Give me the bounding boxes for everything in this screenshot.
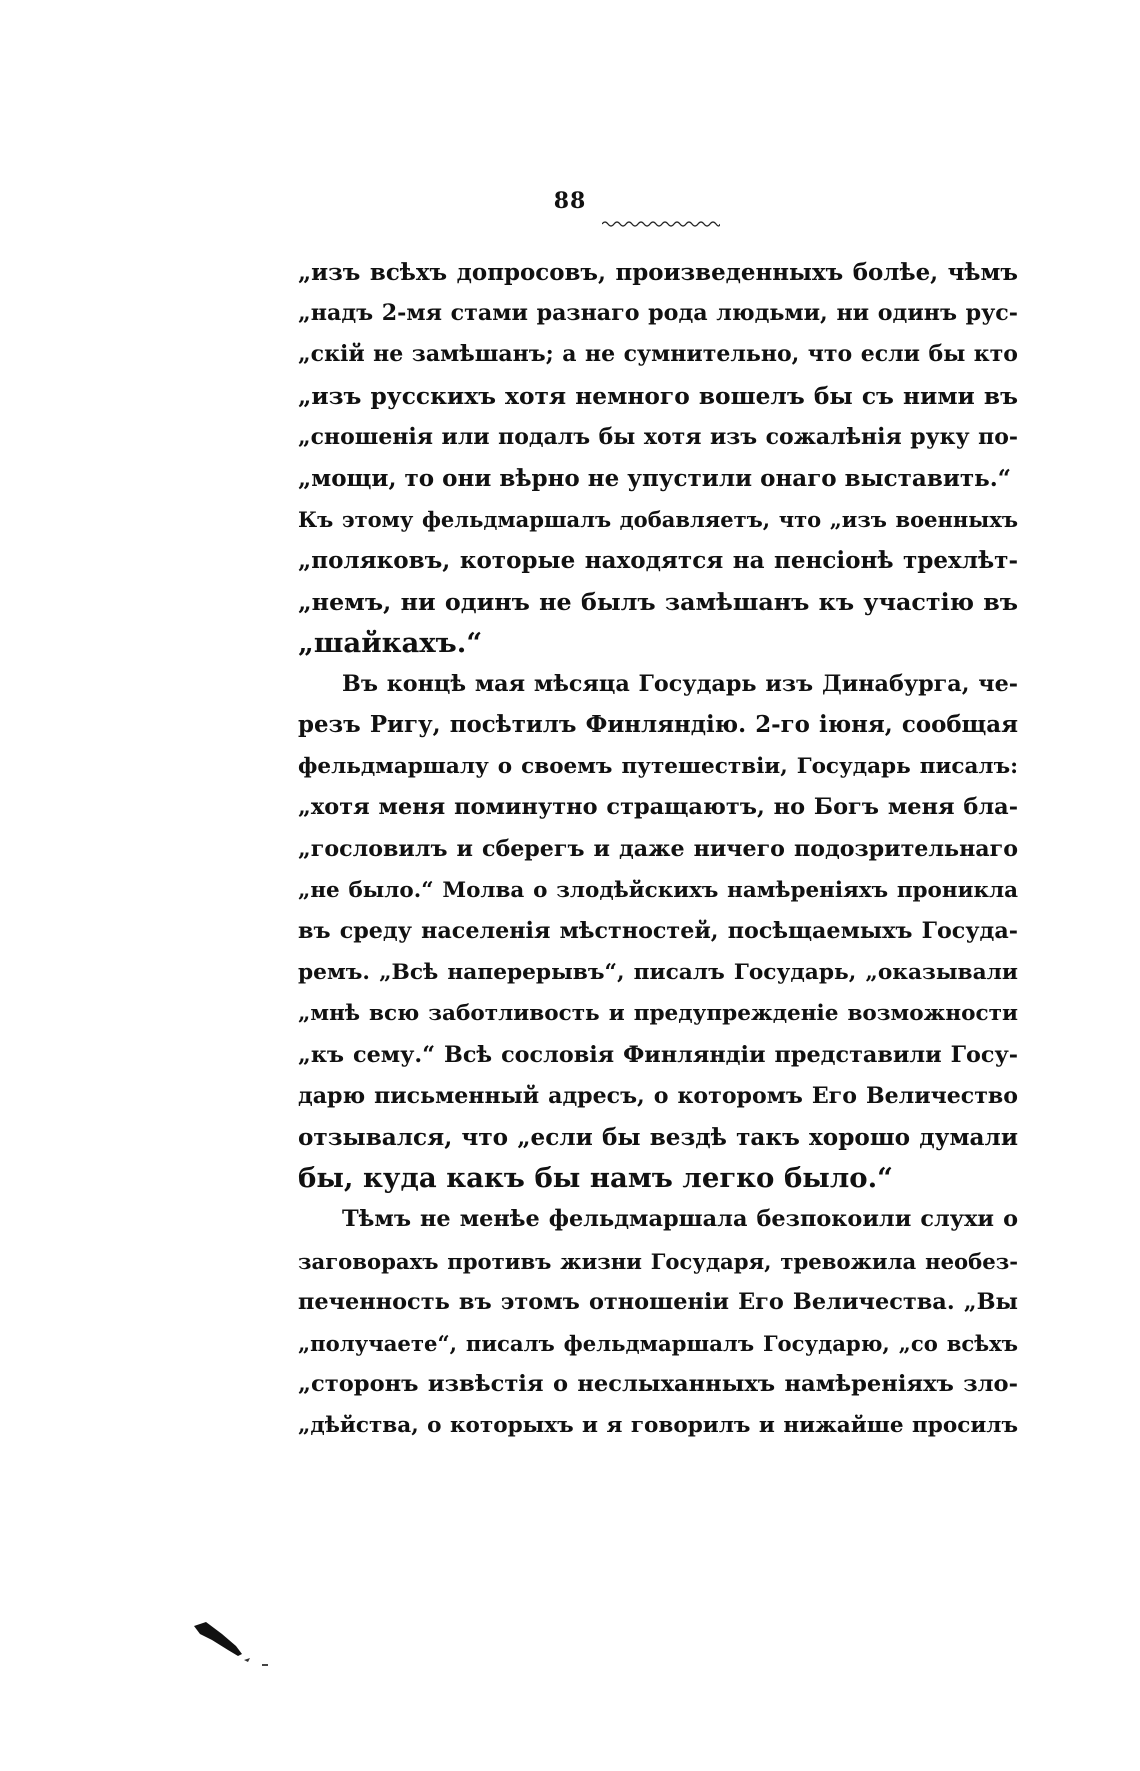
page-number-wavy-rule — [602, 220, 720, 228]
text-line: „изъ всѣхъ допросовъ, произведенныхъ болѣе, чѣмъ — [298, 259, 1018, 286]
text-line: „шайкахъ.“ — [298, 626, 483, 659]
text-line: „немъ, ни одинъ не былъ замѣшанъ къ участію въ — [298, 587, 1018, 616]
body-text — [298, 252, 1018, 1446]
text-line: „мнѣ всю заботливость и предупрежденіе возможности — [298, 1001, 1018, 1027]
text-line: „надъ 2-мя стами разнаго рода людьми, ни одинъ рус- — [298, 300, 1018, 327]
page-number: 88 — [553, 188, 587, 214]
text-line: „скій не замѣшанъ; а не сумнительно, что если бы кто — [298, 341, 1018, 368]
text-line: „мощи, то они вѣрно не упустили онаго выставить.“ — [298, 464, 1011, 492]
text-line: въ среду населенія мѣстностей, посѣщаемыхъ Госуда- — [298, 918, 1018, 944]
text-line: заговорахъ противъ жизни Государя, тревожила необез- — [298, 1248, 1018, 1274]
text-line: „сторонъ извѣстія о неслыханныхъ намѣреніяхъ зло- — [298, 1371, 1018, 1398]
text-line: Къ этому фельдмаршалъ добавляетъ, что „изъ военныхъ — [298, 507, 1018, 533]
text-line: „дѣйства, о которыхъ и я говорилъ и нижайше просилъ — [298, 1413, 1018, 1439]
text-line: отзывался, что „если бы вездѣ такъ хорошо думали — [298, 1123, 1018, 1151]
text-line: „сношенія или подалъ бы хотя изъ сожалѣнія руку по- — [298, 423, 1018, 450]
text-line: Въ концѣ мая мѣсяца Государь изъ Динабурга, че- — [342, 670, 1018, 697]
text-line: „гословилъ и сберегъ и даже ничего подозрительнаго — [298, 835, 1018, 862]
text-line: дарю письменный адресъ, о которомъ Его Величество — [298, 1082, 1018, 1109]
ink-smudge-mark — [192, 1620, 272, 1670]
text-line: „изъ русскихъ хотя немного вошелъ бы съ ними въ — [298, 382, 1018, 410]
text-line: „не было.“ Молва о злодѣйскихъ намѣреніяхъ проникла — [298, 877, 1018, 903]
text-line: Тѣмъ не менѣе фельдмаршала безпокоили слухи о — [342, 1206, 1018, 1233]
text-line: „поляковъ, которые находятся на пенсіонѣ трехлѣт- — [298, 547, 1018, 575]
text-line: „получаете“, писалъ фельдмаршалъ Государю, „со всѣхъ — [298, 1330, 1018, 1356]
text-line: бы, куда какъ бы намъ легко было.“ — [298, 1162, 893, 1195]
text-line: резъ Ригу, посѣтилъ Финляндію. 2-го іюня, сообщая — [298, 712, 1018, 739]
text-line: фельдмаршалу о своемъ путешествіи, Государь писалъ: — [298, 754, 1018, 780]
text-line: печенность въ этомъ отношеніи Его Величества. „Вы — [298, 1288, 1018, 1315]
text-line: „къ сему.“ Всѣ сословія Финляндіи представили Госу- — [298, 1041, 1018, 1068]
text-line: ремъ. „Всѣ наперерывъ“, писалъ Государь, „оказывали — [298, 960, 1018, 986]
text-line: „хотя меня поминутно стращаютъ, но Богъ меня бла- — [298, 794, 1018, 821]
